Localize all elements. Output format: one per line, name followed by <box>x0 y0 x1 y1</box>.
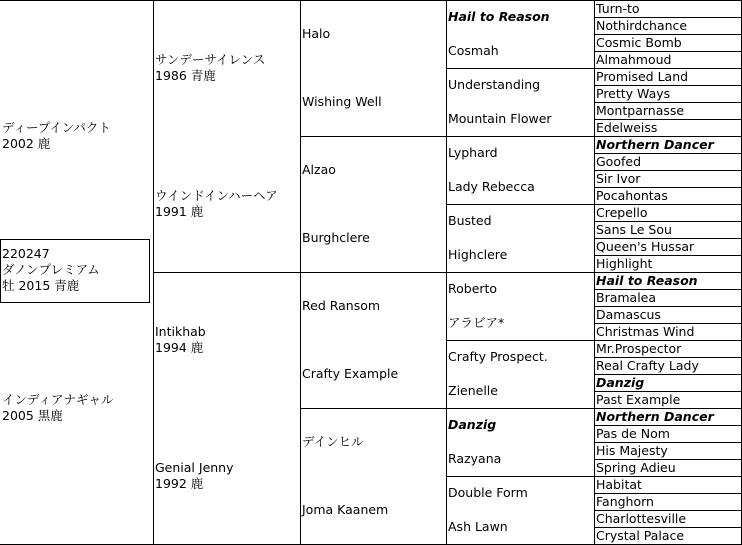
ancestor-g5-27 <box>596 443 740 459</box>
subject-horse-line-2: ダノンプレミアム <box>2 262 100 277</box>
ancestor-g2-3-line-1: Intikhab <box>155 324 206 339</box>
ancestor-g5-7-line-1: Montparnasse <box>596 103 685 118</box>
ancestor-g4-14 <box>448 451 593 467</box>
ancestor-g3-2 <box>302 94 445 110</box>
ancestor-g3-8 <box>302 502 445 518</box>
dam-line-1: インディアナギャル <box>2 392 114 407</box>
ancestor-g4-11-line-1: Crafty Prospect. <box>448 349 548 364</box>
ancestor-g4-9 <box>448 281 593 297</box>
ancestor-g5-9 <box>596 137 740 153</box>
ancestor-g3-4 <box>302 230 445 246</box>
ancestor-g4-4 <box>448 111 593 127</box>
sire-line-1: ディープインパクト <box>2 120 111 135</box>
ancestor-g5-21-line-1: Mr.Prospector <box>596 341 682 356</box>
ancestor-g5-3-line-1: Cosmic Bomb <box>596 35 682 50</box>
ancestor-g5-1 <box>596 1 740 17</box>
ancestor-g5-6-line-1: Pretty Ways <box>596 86 671 101</box>
ancestor-g5-1-line-1: Turn-to <box>596 1 640 16</box>
dam-line-2: 2005 黒鹿 <box>2 408 63 423</box>
ancestor-g3-7 <box>302 434 445 450</box>
gen3-divider-6 <box>300 408 446 409</box>
ancestor-g3-7-line-1: デインヒル <box>302 434 364 449</box>
ancestor-g5-19-line-1: Damascus <box>596 307 661 322</box>
gen4-divider-2 <box>446 68 594 69</box>
ancestor-g5-4 <box>596 52 740 68</box>
ancestor-g5-8-line-1: Edelweiss <box>596 120 658 135</box>
gen4-divider-12 <box>446 408 594 409</box>
ancestor-g3-6 <box>302 366 445 382</box>
ancestor-g5-23-line-1: Danzig <box>596 375 645 390</box>
ancestor-g3-1-line-1: Halo <box>302 26 331 41</box>
sire <box>2 120 152 152</box>
ancestor-g4-5-line-1: Lyphard <box>448 145 498 160</box>
ancestor-g2-3 <box>155 324 299 356</box>
ancestor-g4-13 <box>448 417 593 433</box>
ancestor-g4-1-line-1: Hail to Reason <box>448 9 550 24</box>
ancestor-g2-4 <box>155 460 299 492</box>
ancestor-g4-6 <box>448 179 593 195</box>
ancestor-g5-22 <box>596 358 740 374</box>
ancestor-g5-14-line-1: Sans Le Sou <box>596 222 672 237</box>
ancestor-g4-15 <box>448 485 593 501</box>
ancestor-g4-11 <box>448 349 593 365</box>
ancestor-g5-10-line-1: Goofed <box>596 154 642 169</box>
ancestor-g4-16 <box>448 519 593 535</box>
ancestor-g2-2 <box>155 188 299 220</box>
ancestor-g5-18 <box>596 290 740 306</box>
ancestor-g5-18-line-1: Bramalea <box>596 290 657 305</box>
ancestor-g5-23 <box>596 375 740 391</box>
ancestor-g4-10 <box>448 315 593 331</box>
ancestor-g3-5 <box>302 298 445 314</box>
ancestor-g3-6-line-1: Crafty Example <box>302 366 399 381</box>
ancestor-g3-3 <box>302 162 445 178</box>
ancestor-g5-4-line-1: Almahmoud <box>596 52 672 67</box>
ancestor-g5-27-line-1: His Majesty <box>596 443 668 458</box>
gen3-divider-2 <box>300 136 446 137</box>
ancestor-g5-11-line-1: Sir Ivor <box>596 171 641 186</box>
ancestor-g5-12 <box>596 188 740 204</box>
ancestor-g5-11 <box>596 171 740 187</box>
gen4-divider-14 <box>446 476 594 477</box>
ancestor-g5-26 <box>596 426 740 442</box>
ancestor-g4-7-line-1: Busted <box>448 213 492 228</box>
ancestor-g2-4-line-2: 1992 鹿 <box>155 476 204 491</box>
gen4-divider-6 <box>446 204 594 205</box>
ancestor-g5-32-line-1: Crystal Palace <box>596 528 685 543</box>
ancestor-g5-14 <box>596 222 740 238</box>
ancestor-g4-14-line-1: Razyana <box>448 451 502 466</box>
ancestor-g5-16 <box>596 256 740 272</box>
ancestor-g5-13 <box>596 205 740 221</box>
ancestor-g5-26-line-1: Pas de Nom <box>596 426 670 441</box>
ancestor-g5-29 <box>596 477 740 493</box>
ancestor-g4-4-line-1: Mountain Flower <box>448 111 552 126</box>
ancestor-g5-32 <box>596 528 740 544</box>
ancestor-g2-1-line-2: 1986 青鹿 <box>155 68 216 83</box>
ancestor-g5-7 <box>596 103 740 119</box>
ancestor-g5-15 <box>596 239 740 255</box>
ancestor-g2-2-line-2: 1991 鹿 <box>155 204 204 219</box>
dam <box>2 392 152 424</box>
ancestor-g4-3 <box>448 77 593 93</box>
ancestor-g3-4-line-1: Burghclere <box>302 230 370 245</box>
ancestor-g5-5-line-1: Promised Land <box>596 69 689 84</box>
subject-horse <box>2 246 147 294</box>
ancestor-g4-10-line-1: アラビア* <box>448 315 505 330</box>
gen2-divider-middle <box>153 272 300 273</box>
ancestor-g2-3-line-2: 1994 鹿 <box>155 340 204 355</box>
ancestor-g5-31-line-1: Charlottesville <box>596 511 687 526</box>
ancestor-g5-31 <box>596 511 740 527</box>
gen4-divider-10 <box>446 340 594 341</box>
ancestor-g5-8 <box>596 120 740 136</box>
ancestor-g4-8-line-1: Highclere <box>448 247 508 262</box>
ancestor-g5-19 <box>596 307 740 323</box>
ancestor-g3-2-line-1: Wishing Well <box>302 94 382 109</box>
ancestor-g5-16-line-1: Highlight <box>596 256 653 271</box>
ancestor-g4-16-line-1: Ash Lawn <box>448 519 508 534</box>
ancestor-g2-2-line-1: ウインドインハーヘア <box>155 188 278 203</box>
ancestor-g5-22-line-1: Real Crafty Lady <box>596 358 699 373</box>
ancestor-g4-9-line-1: Roberto <box>448 281 498 296</box>
ancestor-g4-5 <box>448 145 593 161</box>
ancestor-g4-2-line-1: Cosmah <box>448 43 499 58</box>
ancestor-g4-15-line-1: Double Form <box>448 485 528 500</box>
ancestor-g4-6-line-1: Lady Rebecca <box>448 179 535 194</box>
gen4-divider-8 <box>446 272 594 273</box>
ancestor-g5-28 <box>596 460 740 476</box>
ancestor-g5-6 <box>596 86 740 102</box>
ancestor-g5-2 <box>596 18 740 34</box>
ancestor-g5-13-line-1: Crepello <box>596 205 648 220</box>
ancestor-g4-2 <box>448 43 593 59</box>
ancestor-g3-5-line-1: Red Ransom <box>302 298 381 313</box>
ancestor-g3-3-line-1: Alzao <box>302 162 336 177</box>
sire-line-2: 2002 鹿 <box>2 136 51 151</box>
gen4-divider-4 <box>446 136 594 137</box>
ancestor-g4-7 <box>448 213 593 229</box>
ancestor-g5-25 <box>596 409 740 425</box>
ancestor-g5-17 <box>596 273 740 289</box>
ancestor-g5-17-line-1: Hail to Reason <box>596 273 698 288</box>
ancestor-g4-12 <box>448 383 593 399</box>
ancestor-g5-21 <box>596 341 740 357</box>
ancestor-g4-1 <box>448 9 593 25</box>
ancestor-g5-10 <box>596 154 740 170</box>
ancestor-g5-2-line-1: Nothirdchance <box>596 18 688 33</box>
ancestor-g2-1 <box>155 52 299 84</box>
ancestor-g4-13-line-1: Danzig <box>448 417 497 432</box>
ancestor-g2-1-line-1: サンデーサイレンス <box>155 52 266 67</box>
ancestor-g5-3 <box>596 35 740 51</box>
ancestor-g5-28-line-1: Spring Adieu <box>596 460 676 475</box>
ancestor-g3-8-line-1: Joma Kaanem <box>302 502 389 517</box>
ancestor-g5-30-line-1: Fanghorn <box>596 494 654 509</box>
subject-horse-line-3: 牡 2015 青鹿 <box>2 278 80 293</box>
ancestor-g5-29-line-1: Habitat <box>596 477 642 492</box>
ancestor-g5-24-line-1: Past Example <box>596 392 681 407</box>
ancestor-g3-1 <box>302 26 445 42</box>
ancestor-g5-15-line-1: Queen's Hussar <box>596 239 695 254</box>
ancestor-g5-20-line-1: Christmas Wind <box>596 324 695 339</box>
ancestor-g5-20 <box>596 324 740 340</box>
ancestor-g4-8 <box>448 247 593 263</box>
ancestor-g5-12-line-1: Pocahontas <box>596 188 668 203</box>
ancestor-g5-5 <box>596 69 740 85</box>
ancestor-g5-24 <box>596 392 740 408</box>
ancestor-g5-25-line-1: Northern Dancer <box>596 409 714 424</box>
ancestor-g5-9-line-1: Northern Dancer <box>596 137 714 152</box>
ancestor-g5-30 <box>596 494 740 510</box>
ancestor-g4-3-line-1: Understanding <box>448 77 541 92</box>
gen3-divider-4 <box>300 272 446 273</box>
ancestor-g2-4-line-1: Genial Jenny <box>155 460 234 475</box>
ancestor-g4-12-line-1: Zienelle <box>448 383 498 398</box>
subject-horse-line-1: 220247 <box>2 246 50 261</box>
